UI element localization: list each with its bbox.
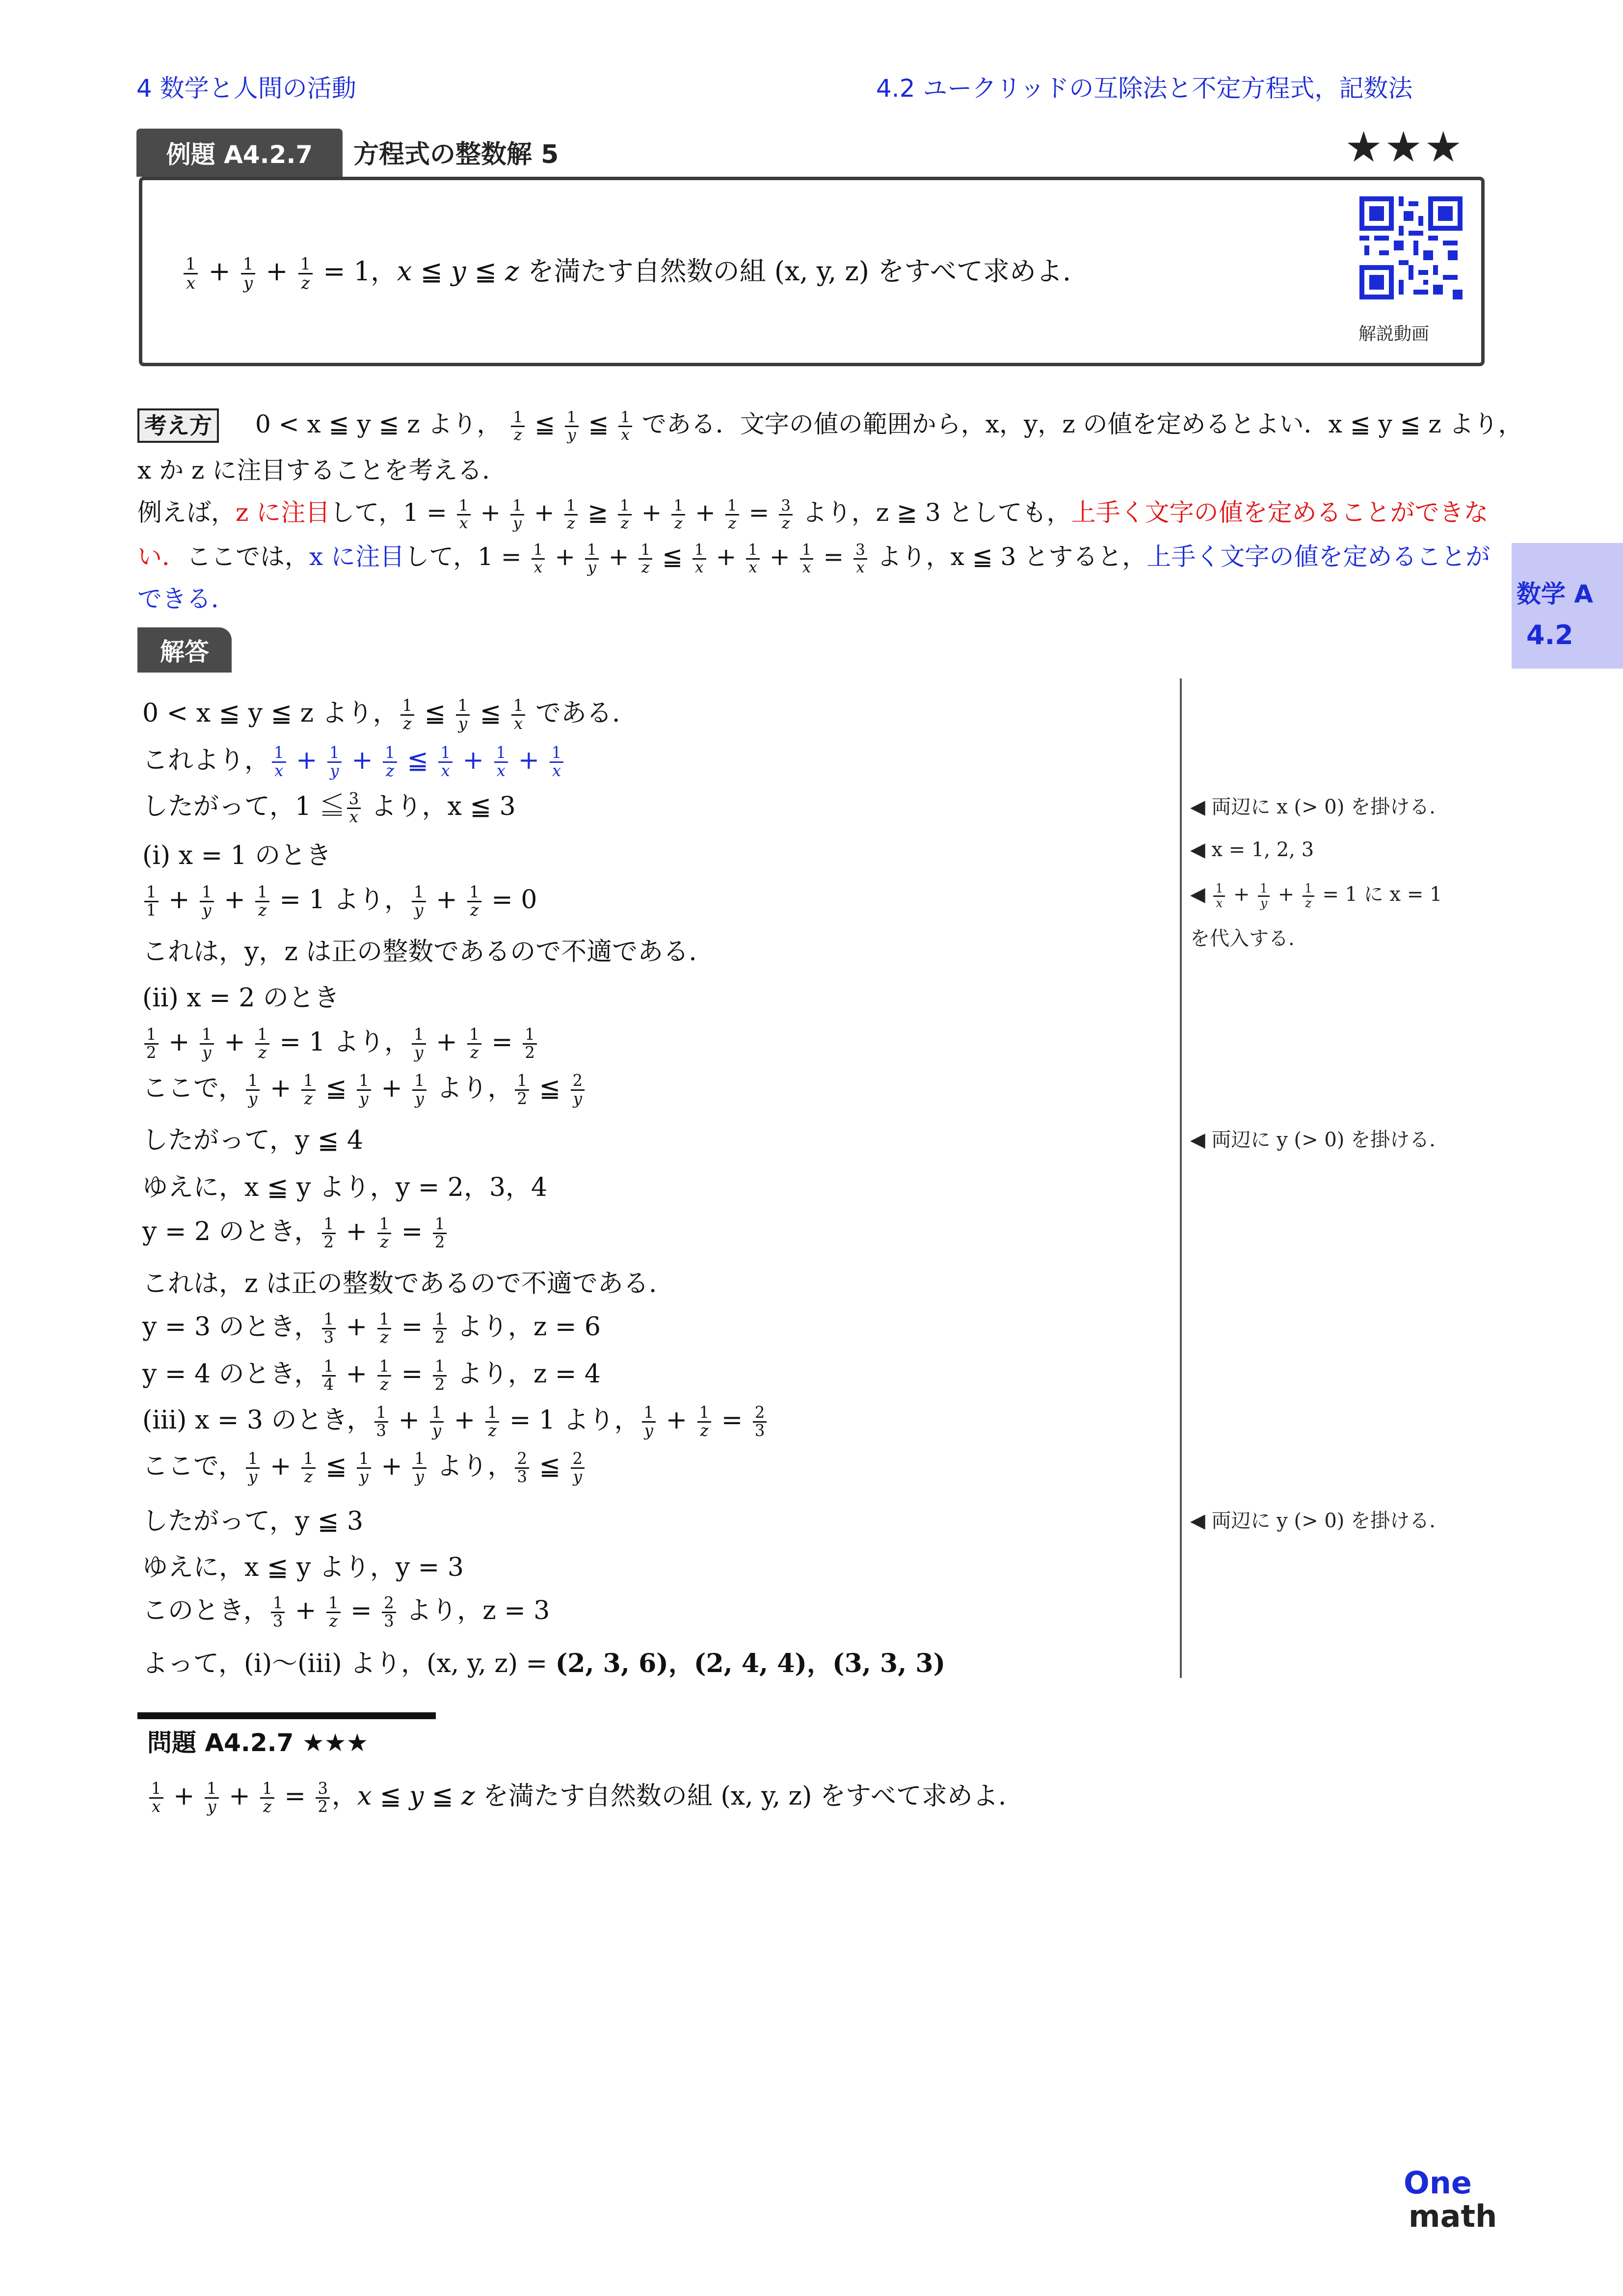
solution-line: したがって，y ≦ 3 (142, 1507, 364, 1536)
problem-rule (137, 1712, 436, 1719)
chapter-header: 4 数学と人間の活動 (136, 74, 356, 103)
solution-line: 0 < x ≦ y ≦ z より， $\frac{1}{z}$ ≦ $\frac{1}{y}$ ≦ $\frac{1}{x}$ である. (142, 696, 620, 733)
approach-line-4: い．ここでは，x に注目して，1 = $\frac{1}{x}$ + $\frac{1}{y}$ + $\frac{1}{z}$ ≦ $\frac{1}{x}$ + $\frac{1}{x}$ + $\frac{1}{x}$ = $\frac{3}{x}$ より，x ≦ 3 とすると，上手く文字の値を定めることが (137, 540, 1490, 576)
margin-note: を代入する. (1190, 927, 1295, 950)
solution-line: y = 3 のとき， $\frac{1}{3}$ + $\frac{1}{z}$ = $\frac{1}{2}$ より，z = 6 (142, 1310, 601, 1347)
solution-line: y = 2 のとき， $\frac{1}{2}$ + $\frac{1}{z}$ = $\frac{1}{2}$ (142, 1211, 449, 1251)
example-statement: $\frac{1}{x}$ + $\frac{1}{y}$ + $\frac{1}{z}$ = 1，x ≦ y ≦ z を満たす自然数の組 (x, y, z) をすべて求めよ. (182, 250, 1071, 292)
solution-line: (i) x = 1 のとき (142, 841, 332, 870)
onemath-logo-text: math (1409, 2198, 1497, 2234)
margin-note: ◀ 両辺に y (> 0) を掛ける. (1190, 1129, 1436, 1151)
approach-label: 考え方 (137, 408, 219, 443)
approach-line-1: 0 < x ≦ y ≦ z より， $\frac{1}{z}$ ≦ $\frac{1}{y}$ ≦ $\frac{1}{x}$ である．文字の値の範囲から，x，y，z の値を定めるとよい．x ≦ y ≦ z より， (255, 408, 1523, 444)
solution-line: (ii) x = 2 のとき (142, 983, 340, 1013)
example-statement-text: を満たす自然数の組 (x, y, z) をすべて求めよ. (519, 256, 1071, 287)
solution-line: これは，z は正の整数であるので不適である. (142, 1269, 657, 1298)
solution-line: ゆえに，x ≦ y より，y = 2，3，4 (142, 1173, 548, 1202)
column-divider (1180, 678, 1182, 1678)
onemath-logo: One (1404, 2165, 1472, 2201)
example-title: 方程式の整数解 5 (353, 140, 559, 169)
solution-line: したがって，1 ≦ $\frac{3}{x}$ より，x ≦ 3 (142, 789, 516, 826)
solution-line: ここで， $\frac{1}{y}$ + $\frac{1}{z}$ ≦ $\frac{1}{y}$ + $\frac{1}{y}$ より， $\frac{2}{3}$ ≦ $\frac{2}{y}$ (142, 1445, 586, 1486)
answer-label: 解答 (137, 627, 232, 673)
qr-code-icon[interactable] (1359, 196, 1463, 299)
solution-line: y = 4 のとき， $\frac{1}{4}$ + $\frac{1}{z}$ = $\frac{1}{2}$ より，z = 4 (142, 1357, 601, 1394)
approach-line-2: x か z に注目することを考える． (137, 456, 507, 485)
approach-line-3: 例えば，z に注目して，1 = $\frac{1}{x}$ + $\frac{1}{y}$ + $\frac{1}{z}$ ≧ $\frac{1}{z}$ + $\frac{1}{z}$ + $\frac{1}{z}$ = $\frac{3}{z}$ より，z ≧ 3 としても，上手く文字の値を定めることができな (137, 496, 1489, 532)
margin-note: ◀ $\frac{1}{x}$ + $\frac{1}{y}$ + $\frac{1}{z}$ = 1 に x = 1 (1190, 881, 1442, 910)
problem-title: 問題 A4.2.7 ★★★ (147, 1729, 369, 1757)
side-tab-subject: 数学 A (1517, 580, 1594, 608)
margin-note: ◀ x = 1, 2, 3 (1190, 838, 1314, 861)
example-label: 例題 A4.2.7 (136, 129, 343, 177)
final-answer: よって，(i)〜(iii) より，(x, y, z) = (2, 3, 6)，(2, 4, 4)，(3, 3, 3) (142, 1648, 946, 1678)
solution-line: ゆえに，x ≦ y より，y = 3 (142, 1553, 464, 1582)
problem-statement: $\frac{1}{x}$ + $\frac{1}{y}$ + $\frac{1}{z}$ = $\frac{3}{2}$ ，x ≦ y ≦ z を満たす自然数の組 (x, y, z) をすべて求めよ. (147, 1775, 1006, 1815)
solution-line: (iii) x = 3 のとき， $\frac{1}{3}$ + $\frac{1}{y}$ + $\frac{1}{z}$ = 1 より， $\frac{1}{y}$ + $\frac{1}{z}$ = $\frac{2}{3}$ (142, 1399, 769, 1439)
solution-line: $\frac{1}{1}$ + $\frac{1}{y}$ + $\frac{1}{z}$ = 1 より， $\frac{1}{y}$ + $\frac{1}{z}$ = 0 (142, 879, 537, 919)
qr-caption: 解説動画 (1358, 324, 1430, 344)
side-tab-section: 4.2 (1526, 620, 1573, 650)
solution-line: このとき， $\frac{1}{3}$ + $\frac{1}{z}$ = $\frac{2}{3}$ より，z = 3 (142, 1594, 550, 1630)
approach-line-5: できる． (137, 585, 236, 613)
solution-line: これは，y，z は正の整数であるので不適である. (142, 937, 697, 967)
difficulty-stars: ★★★ (1345, 123, 1464, 172)
solution-line: $\frac{1}{2}$ + $\frac{1}{y}$ + $\frac{1}{z}$ = 1 より， $\frac{1}{y}$ + $\frac{1}{z}$ = $\frac{1}{2}$ (142, 1021, 539, 1061)
solution-line: ここで， $\frac{1}{y}$ + $\frac{1}{z}$ ≦ $\frac{1}{y}$ + $\frac{1}{y}$ より， $\frac{1}{2}$ ≦ $\frac{2}{y}$ (142, 1067, 586, 1107)
solution-line: したがって，y ≦ 4 (142, 1126, 364, 1155)
margin-note: ◀ 両辺に x (> 0) を掛ける. (1190, 796, 1436, 818)
margin-note: ◀ 両辺に y (> 0) を掛ける. (1190, 1510, 1436, 1532)
section-header: 4.2 ユークリッドの互除法と不定方程式，記数法 (876, 74, 1413, 103)
solution-line: これより， $\frac{1}{x}$ + $\frac{1}{y}$ + $\frac{1}{z}$ ≦ $\frac{1}{x}$ + $\frac{1}{x}$ + $\frac{1}{x}$ (142, 739, 565, 780)
